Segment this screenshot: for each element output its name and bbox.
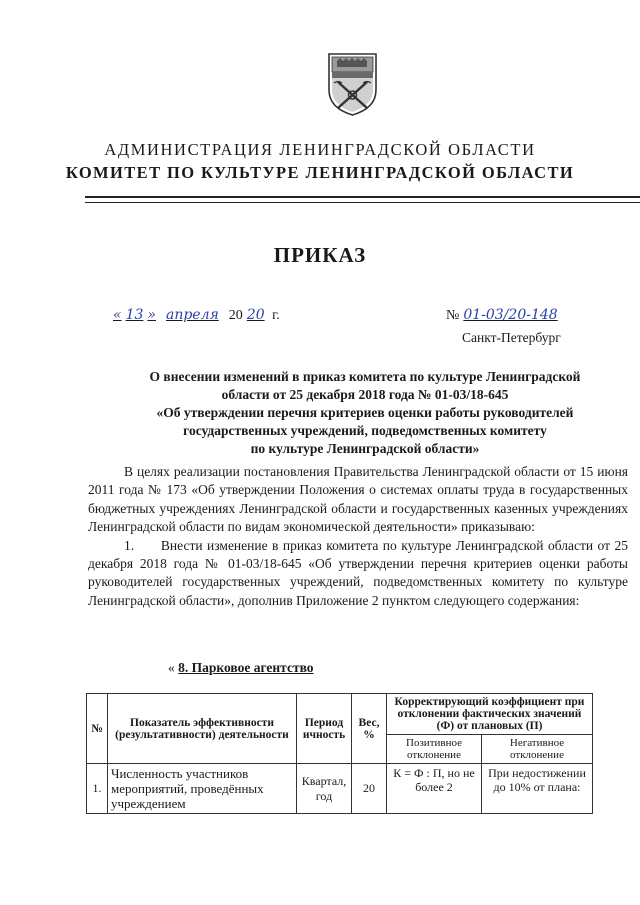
header-divider-thick bbox=[85, 196, 640, 198]
criteria-table bbox=[86, 693, 593, 814]
header-indicator: Показатель эффективности (результативности) деятельности bbox=[108, 694, 297, 764]
date-year: 20 bbox=[246, 307, 265, 323]
row-num: 1. bbox=[87, 764, 108, 814]
row-indicator: Численность участников мероприятий, проведённых учреждением bbox=[108, 764, 297, 814]
document-subject bbox=[115, 368, 615, 458]
row-negative: При недостижении до 10% от плана: bbox=[482, 764, 593, 814]
section-title: 8. Парковое агентство bbox=[178, 660, 314, 675]
number-label: № bbox=[446, 308, 460, 323]
document-city: Санкт-Петербург bbox=[462, 330, 561, 345]
subject-line: О внесении изменений в приказ комитета по культуре Ленинградской bbox=[149, 369, 581, 384]
number-value: 01-03/20-148 bbox=[463, 307, 558, 323]
date-open-quote: « bbox=[113, 307, 122, 323]
clause-1-paragraph: 1. Внести изменение в приказ комитета по культуре Ленинградской области от 25 декабря 2018 года № 01-03/18-645 «Об утверждении перечня критериев оценки работы руководителей государственных учреждений, подведомственных комитету по культуре Ленинградской области», дополнив Приложение 2 пунктом следующего содержания: bbox=[88, 537, 632, 608]
administration-heading: АДМИНИСТРАЦИЯ ЛЕНИНГРАДСКОЙ ОБЛАСТИ bbox=[104, 140, 536, 159]
header-period: Период ичность bbox=[297, 694, 352, 764]
section-heading bbox=[168, 660, 314, 676]
header-num: № bbox=[87, 694, 108, 764]
header-positive: Позитивное отклонение bbox=[387, 735, 482, 764]
subject-line: области от 25 декабря 2018 года № 01-03/18-645 bbox=[221, 387, 509, 402]
header-weight: Вес, % bbox=[352, 694, 387, 764]
header-coefficient: Корректирующий коэффициент при отклонении фактических значений (Ф) от плановых (П) bbox=[387, 694, 593, 735]
document-date bbox=[113, 307, 280, 324]
date-suffix: г. bbox=[272, 308, 280, 323]
subject-line: по культуре Ленинградской области» bbox=[250, 441, 480, 456]
date-month: апреля bbox=[165, 307, 219, 323]
date-year-prefix: 20 bbox=[228, 308, 243, 323]
coat-of-arms-icon bbox=[325, 50, 380, 117]
date-close-quote: » bbox=[147, 307, 156, 323]
committee-heading: КОМИТЕТ ПО КУЛЬТУРЕ ЛЕНИНГРАДСКОЙ ОБЛАСТИ bbox=[65, 163, 575, 182]
subject-line: «Об утверждении перечня критериев оценки работы руководителей bbox=[156, 405, 574, 420]
date-day: 13 bbox=[125, 307, 144, 323]
table-header-row bbox=[87, 694, 593, 735]
section-quote: « bbox=[168, 660, 179, 675]
row-positive: К = Ф : П, но не более 2 bbox=[387, 764, 482, 814]
header-divider-thin bbox=[85, 202, 640, 203]
document-body bbox=[88, 463, 632, 610]
row-weight: 20 bbox=[352, 764, 387, 814]
subject-line: государственных учреждений, подведомственных комитету bbox=[183, 423, 547, 438]
table-row bbox=[87, 764, 593, 814]
header-negative: Негативное отклонение bbox=[482, 735, 593, 764]
preamble-paragraph: В целях реализации постановления Правительства Ленинградской области от 15 июня 2011 года № 173 «Об утверждении Положения о системах оплаты труда в государственных бюджетных учреждениях Ленинградской области и государственных казенных учреждениях Ленинградской области по видам экономической деятельности» приказываю: bbox=[88, 464, 628, 535]
document-number bbox=[446, 307, 566, 324]
document-title: ПРИКАЗ bbox=[273, 243, 367, 267]
row-period: Квартал, год bbox=[297, 764, 352, 814]
